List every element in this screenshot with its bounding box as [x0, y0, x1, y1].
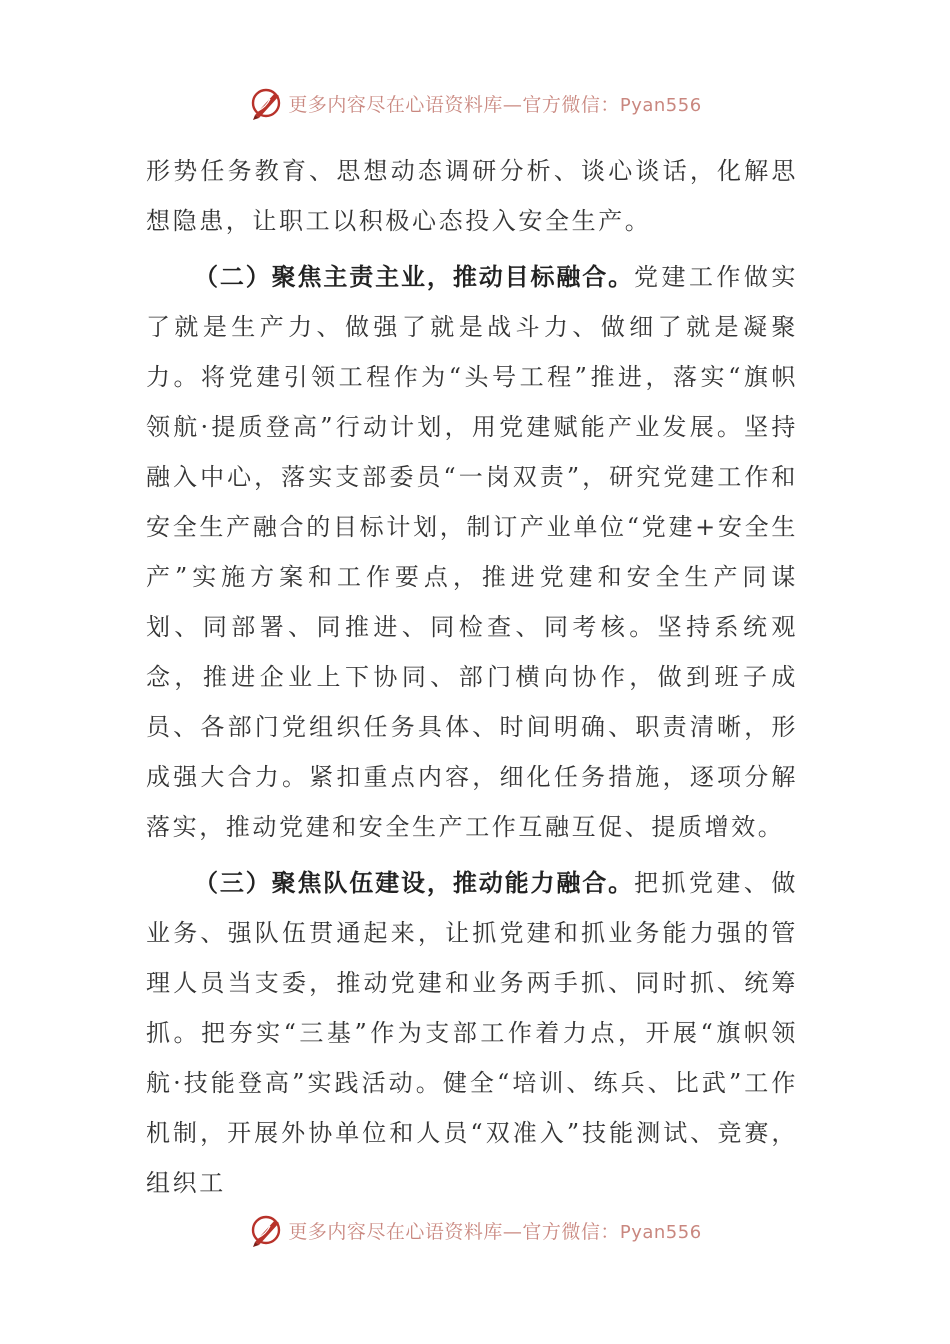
paragraph-3: （三）聚焦队伍建设，推动能力融合。把抓党建、做业务、强队伍贯通起来，让抓党建和抓业务能力强的管理人员当支委，推动党建和业务两手抓、同时抓、统筹抓。把夯实“三基”作为支部工作着力点，开展“旗帜领航·技能登高”实践活动。健全“培训、练兵、比武”工作机制，开展外协单位和人员“双准入”技能测试、竞赛，组织工 [146, 868, 798, 1197]
section-heading-2: （二）聚焦主责主业，推动目标融合。 [194, 262, 634, 291]
paragraph-1: 形势任务教育、思想动态调研分析、谈心谈话，化解思想隐患，让职工以积极心态投入安全生产。 [146, 157, 798, 235]
header-watermark [0, 83, 950, 123]
footer-watermark-text: 更多内容尽在心语资料库—官方微信：Pyan556 [288, 1220, 702, 1243]
footer-watermark [0, 1210, 950, 1250]
header-watermark-text: 更多内容尽在心语资料库—官方微信：Pyan556 [288, 93, 702, 116]
paragraph-2: （二）聚焦主责主业，推动目标融合。党建工作做实了就是生产力、做强了就是战斗力、做细了就是凝聚力。将党建引领工程作为“头号工程”推进，落实“旗帜领航·提质登高”行动计划，用党建赋能产业发展。坚持融入中心，落实支部委员“一岗双责”，研究党建工作和安全生产融合的目标计划，制订产业单位“党建+安全生产”实施方案和工作要点，推进党建和安全生产同谋划、同部署、同推进、同检查、同考核。坚持系统观念，推进企业上下协同、部门横向协作，做到班子成员、各部门党组织任务具体、时间明确、职责清晰，形成强大合力。紧扣重点内容，细化任务措施，逐项分解落实，推动党建和安全生产工作互融互促、提质增效。 [146, 262, 798, 841]
document-body [146, 146, 798, 1208]
section-heading-3: （三）聚焦队伍建设，推动能力融合。 [194, 868, 634, 897]
pen-logo-icon [248, 85, 284, 121]
pen-logo-icon [248, 1212, 284, 1248]
